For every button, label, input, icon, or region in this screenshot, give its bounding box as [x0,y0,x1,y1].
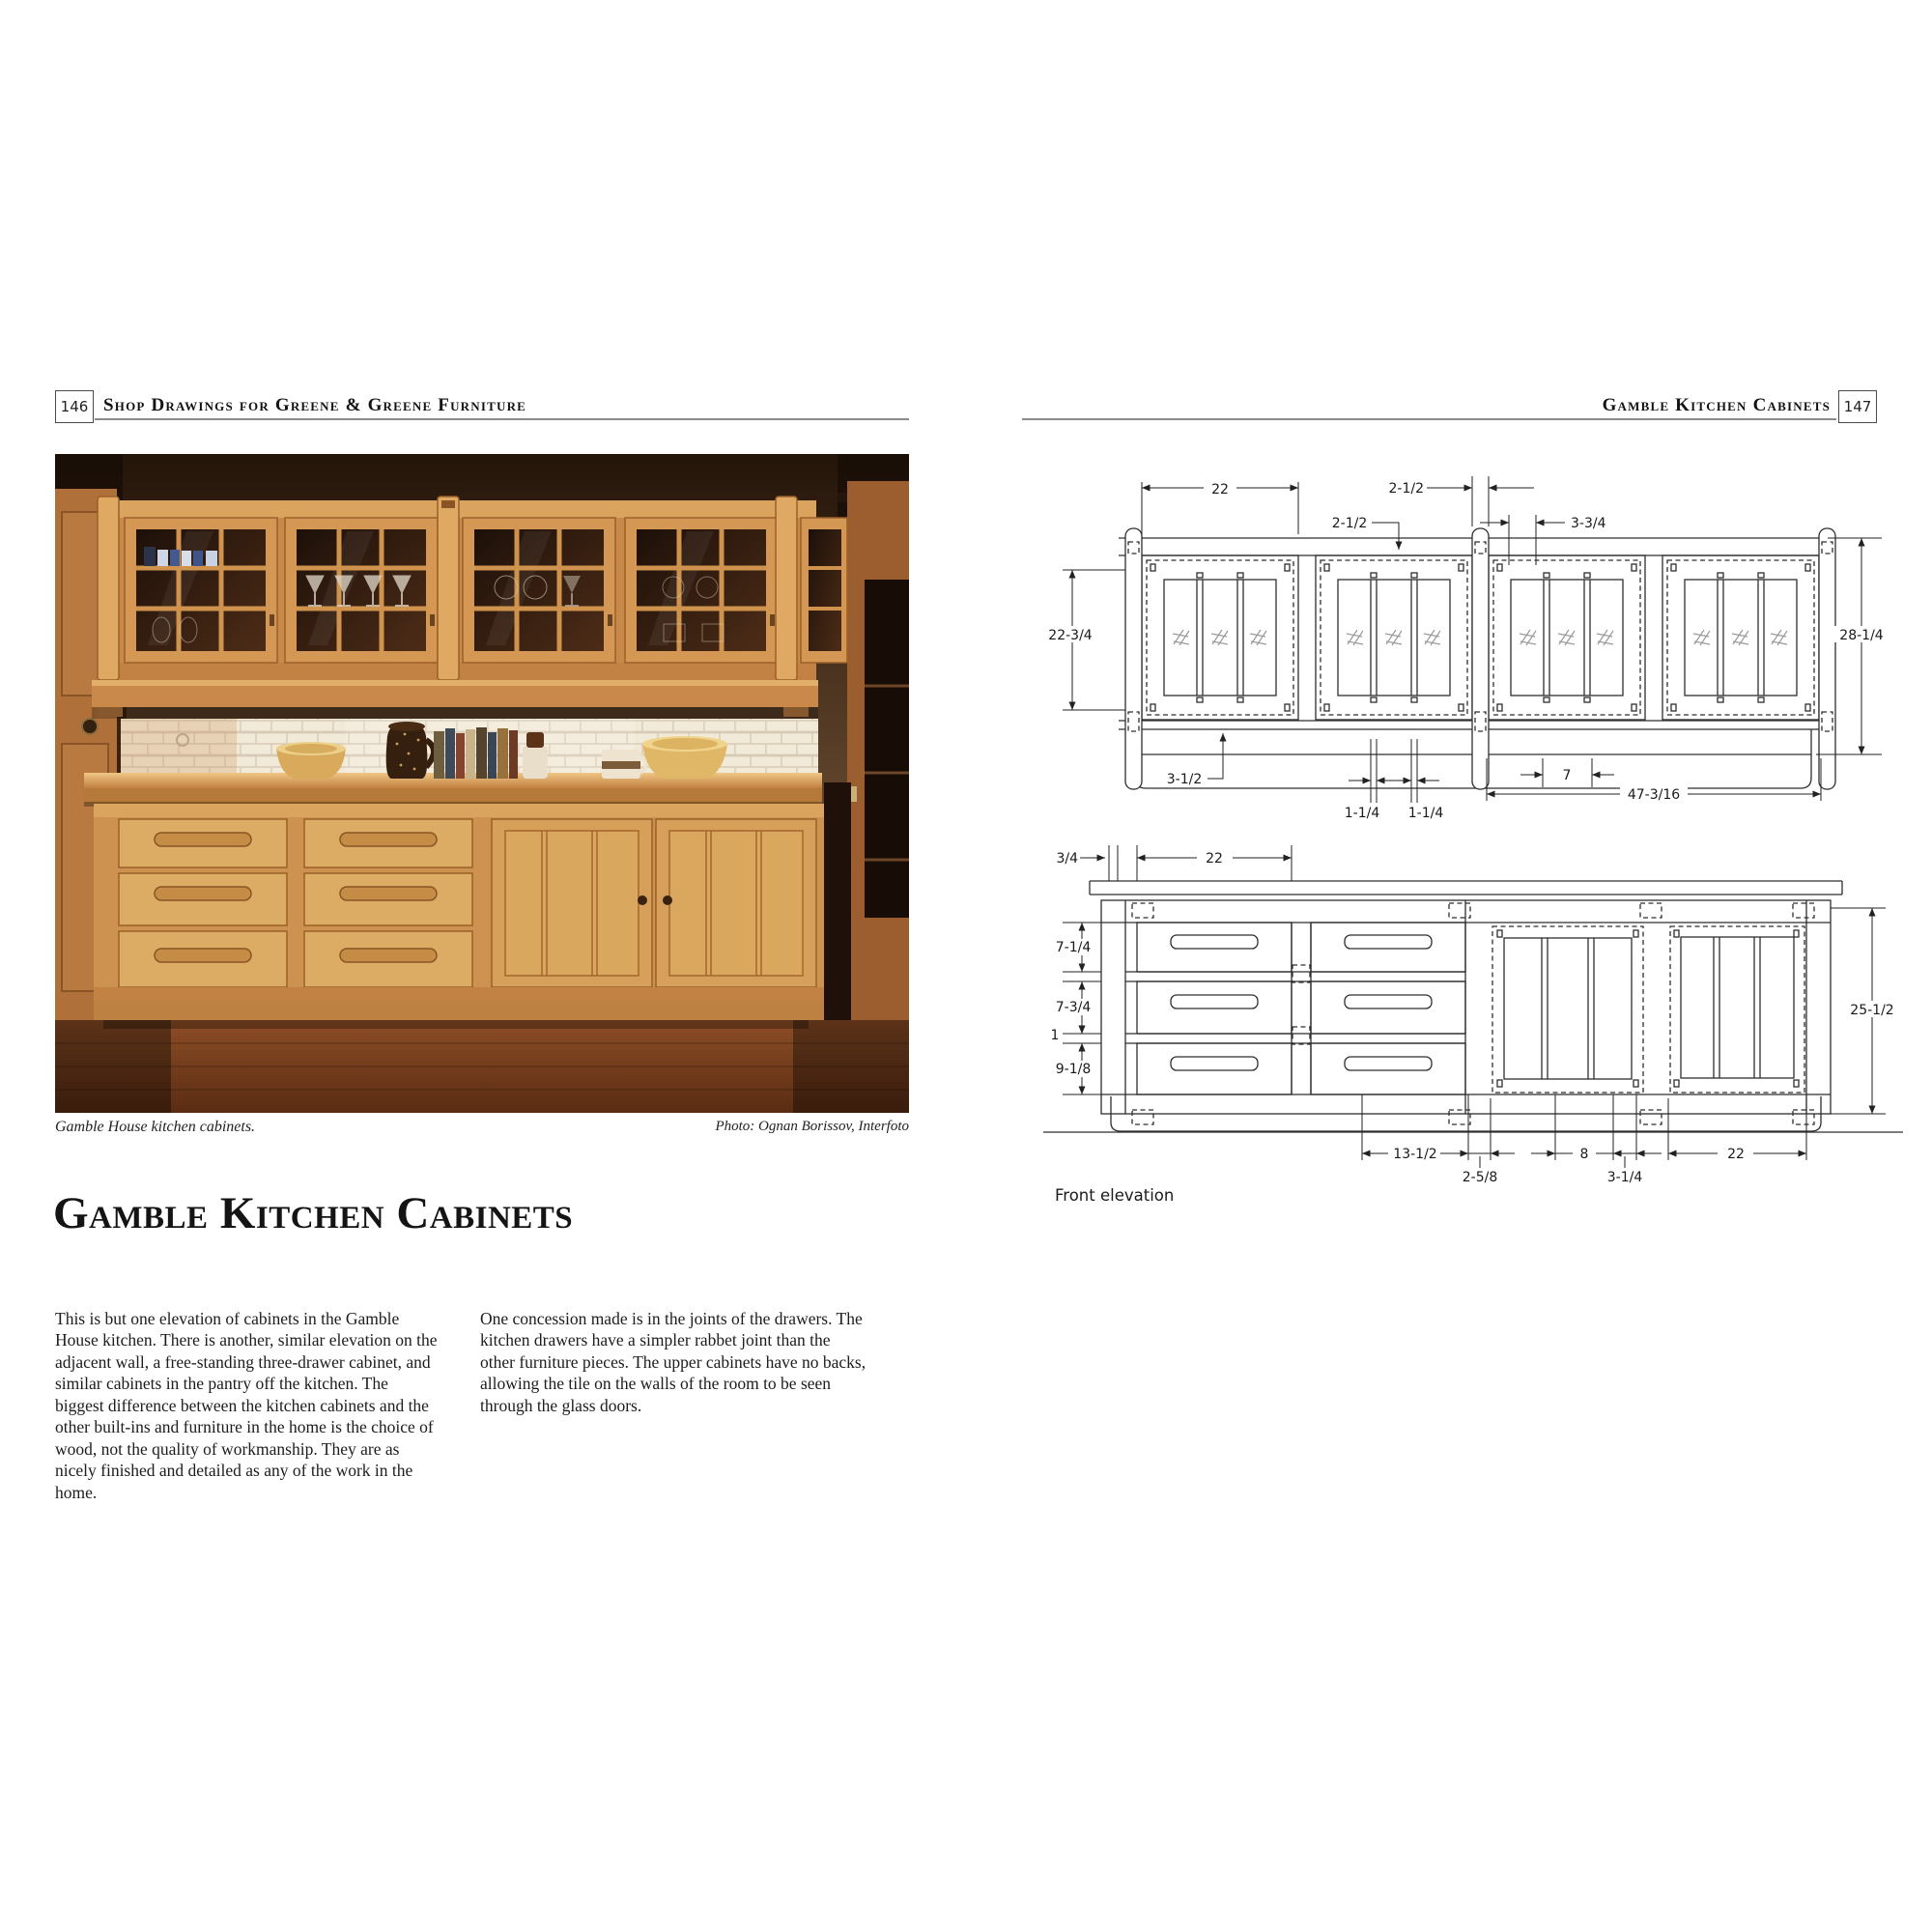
dim-label: 7-1/4 [1055,940,1092,955]
dim-label: 1 [1050,1028,1060,1043]
yellow-bowl [276,742,346,779]
yellow-bowl-large [642,736,727,779]
page-title: Gamble Kitchen Cabinets [53,1188,574,1239]
shelf-rail [92,680,818,719]
dim-label: 8 [1579,1147,1589,1162]
dim-label: 3-3/4 [1571,516,1606,531]
left-page-number: 146 [60,398,89,415]
white-mug [602,750,646,779]
photo-credit: Photo: Ognan Borissov, Interfoto [715,1119,909,1134]
right-running-head: Gamble Kitchen Cabinets [1602,395,1831,415]
door-knob [638,895,647,905]
lower-cabinet-linework [1043,881,1903,1132]
front-elevation-drawing [1043,469,1903,1212]
dim-label: 3-1/2 [1166,772,1203,787]
kitchen-photo [55,454,909,1113]
dim-label: 1-1/4 [1344,806,1380,821]
upper-cabinet-linework [1119,528,1835,789]
drawing-title: Front elevation [1055,1186,1175,1205]
dim-label: 1-1/4 [1407,806,1444,821]
dim-label: 9-1/8 [1055,1062,1092,1077]
dim-label: 2-1/2 [1331,516,1368,531]
door-knob [663,895,672,905]
upper-cabinets [98,497,847,680]
left-page-number-box [55,390,94,423]
lower-cabinets [94,804,824,1020]
dim-label: 2-1/2 [1388,481,1424,497]
body-text-column-1: This is but one elevation of cabinets in the Gamble House kitchen. There is another, similar elevation on the adjacent wall, a free-standing three-drawer cabinet, and similar cabinets in the pantry off the kitchen. The biggest difference between the kitchen cabinets and the other built-ins and furniture in the home is the choice of wood, not the quality of workmanship. They are as nicely finished and detailed as any of the work in the home. [55,1308,438,1502]
right-header-rule [1022,418,1836,420]
dim-label: 2-5/8 [1462,1170,1498,1185]
photo-caption-row [55,1119,909,1136]
door-latch [851,786,857,802]
right-page-number-box [1838,390,1877,423]
upper-dimension-labels [1045,480,1889,821]
dim-label: 22 [1727,1147,1745,1162]
dim-label: 7-3/4 [1055,1000,1092,1015]
right-page-number: 147 [1843,398,1872,415]
body-text-column-2: One concession made is in the joints of the drawers. The kitchen drawers have a simpler rabbet joint than the other furniture pieces. The upper cabinets have no backs, allowing the tile on the walls of the room to be seen through the glass doors. [480,1308,867,1415]
dim-label: 7 [1562,768,1572,783]
left-header-rule [95,418,909,420]
dim-label: 22-3/4 [1048,628,1093,643]
lower-dimension-lines [1063,845,1886,1168]
door-knob [82,719,98,734]
photo-caption: Gamble House kitchen cabinets. [55,1119,256,1135]
dim-label: 22 [1211,482,1229,497]
dim-label: 22 [1206,851,1223,867]
left-running-head: Shop Drawings for Greene & Greene Furniture [103,395,527,415]
dim-label: 13-1/2 [1393,1147,1437,1162]
lower-dimension-labels [1046,850,1902,1205]
dim-label: 3/4 [1056,851,1078,867]
floor [55,1020,909,1113]
dim-label: 47-3/16 [1627,787,1681,803]
dim-label: 28-1/4 [1839,628,1884,643]
dim-label: 3-1/4 [1606,1170,1643,1185]
dim-label: 25-1/2 [1850,1003,1894,1018]
